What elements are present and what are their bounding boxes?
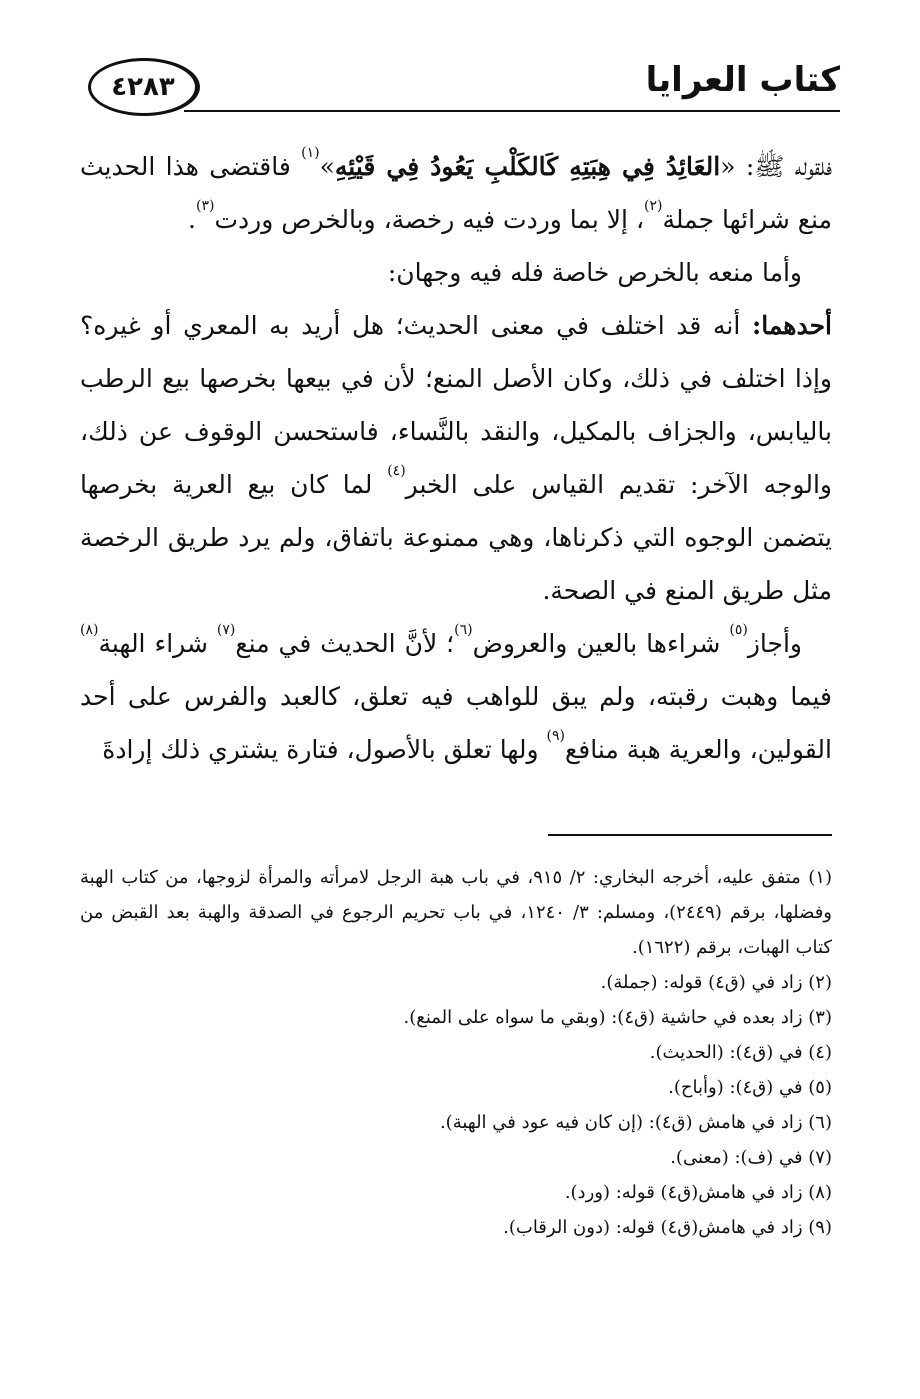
- text-run: »: [319, 152, 335, 181]
- page-number-badge: [88, 58, 200, 116]
- text-run: فاقتضى هذا الحديث منع شرائها جملة: [80, 152, 832, 234]
- text-run: وأجاز: [747, 629, 802, 658]
- footnote-9: (٩) زاد في هامش(ق٤) قوله: (دون الرقاب).: [503, 1217, 832, 1238]
- footnote-5: (٥) في (ق٤): (وأباح).: [668, 1077, 832, 1098]
- text-run: شراءها بالعين والعروض: [472, 629, 730, 658]
- main-text: [80, 140, 832, 776]
- footnote-marker: (٣): [195, 198, 215, 214]
- footnote-marker: (٨): [80, 622, 99, 638]
- paragraph: [80, 140, 832, 246]
- hadith-quote: العَائِدُ فِي هِبَتِهِ كَالكَلْبِ يَعُودُ فِي قَيْئِهِ: [334, 152, 721, 181]
- header-rule: [184, 110, 840, 112]
- footnote-1: (١) متفق عليه، أخرجه البخاري: ٢/ ٩١٥، في باب هبة الرجل لامرأته والمرأة لزوجها، من كتاب الهبة وفضلها، برقم (٢٤٤٩)، ومسلم: ٣/ ١٢٤٠، في باب تحريم الرجوع في الصدقة والهبة بعد القبض من كتاب الهبات، برقم (١٦٢٢).: [80, 867, 833, 958]
- text-run: ، إلا بما وردت فيه رخصة، وبالخرص وردت: [214, 205, 645, 234]
- paragraph: [80, 246, 832, 299]
- footnote-2: (٢) زاد في (ق٤) قوله: (جملة).: [600, 972, 832, 993]
- footnote-8: (٨) زاد في هامش(ق٤) قوله: (ورد).: [564, 1182, 832, 1203]
- footnote-3: (٣) زاد بعده في حاشية (ق٤): (وبقي ما سواه على المنع).: [403, 1007, 832, 1028]
- footnotes: [80, 860, 832, 1245]
- paragraph: [80, 299, 832, 617]
- text-run: وأما منعه بالخرص خاصة فله فيه وجهان:: [387, 258, 802, 287]
- footnote-marker: (٢): [644, 198, 663, 214]
- footnote-marker: (٦): [454, 622, 473, 638]
- footnote-4: (٤) في (ق٤): (الحديث).: [649, 1042, 832, 1063]
- footnote-6: (٦) زاد في هامش (ق٤): (إن كان فيه عود في الهبة).: [439, 1112, 832, 1133]
- footnote-7: (٧) في (ف): (معنى).: [670, 1147, 832, 1168]
- text-run: ؛ لأنَّ الحديث في منع: [235, 629, 455, 658]
- book-title: كتاب العرايا: [645, 60, 840, 100]
- text-run: أنه قد اختلف في معنى الحديث؛ هل أريد به المعري أو غيره؟ وإذا اختلف في ذلك، وكان الأصل المنع؛ لأن في بيعها بخرصها بيع الرطب باليابس، والجزاف بالمكيل، والنقد بالنَّساء، فاستحسن الوقوف عن ذلك، والوجه الآخر: تقديم القياس على الخبر: [80, 311, 832, 499]
- text-run: ولها تعلق بالأصول، فتارة يشتري ذلك إرادةَ: [102, 735, 547, 764]
- page-number: ٤٢٨٣: [111, 72, 175, 102]
- footnote-marker: (٤): [387, 463, 406, 479]
- text-run: شراء الهبة: [98, 629, 217, 658]
- paragraph: [80, 617, 832, 776]
- text-run: فلقوله ﷺ: «: [720, 152, 832, 181]
- footnote-marker: (٥): [729, 622, 748, 638]
- text-run: .: [188, 205, 196, 234]
- footnote-marker: (٩): [546, 728, 565, 744]
- text-run: لما كان بيع العرية بخرصها يتضمن الوجوه التي ذكرناها، وهي ممنوعة باتفاق، ولم يرد طريق الرخصة مثل طريق المنع في الصحة.: [80, 470, 832, 605]
- footnote-marker: (١): [301, 145, 320, 161]
- footnote-separator: [548, 834, 832, 836]
- bold-lead: أحدهما:: [751, 311, 832, 340]
- text-run: فيما وهبت رقبته، ولم يبق للواهب فيه تعلق، كالعبد والفرس على أحد القولين، والعرية هبة منافع: [80, 682, 832, 764]
- page-header: [88, 52, 840, 112]
- footnote-marker: (٧): [216, 622, 236, 638]
